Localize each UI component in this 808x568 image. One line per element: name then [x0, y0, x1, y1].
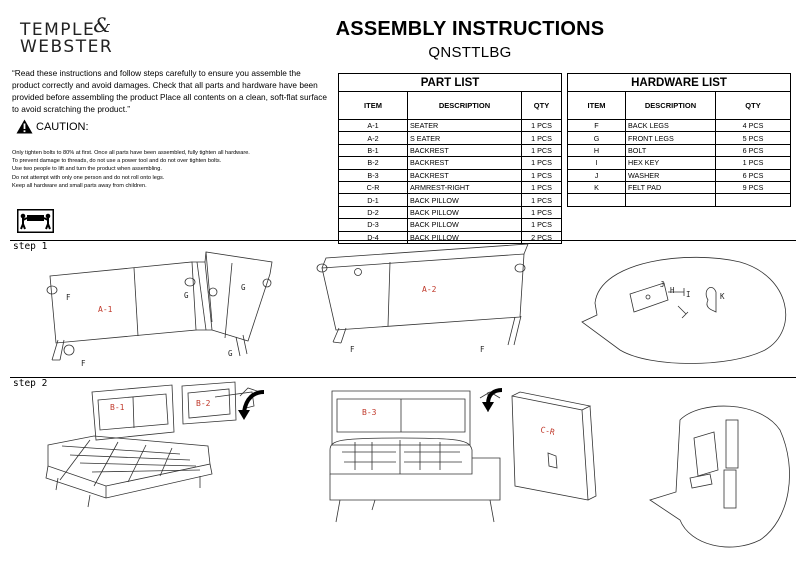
hardware-label-k: K [720, 292, 725, 301]
hardware-label-g: G [184, 291, 189, 300]
table-row: B-3 BACKREST 1 PCS [339, 169, 562, 181]
caution-note: Do not attempt with only one person and do not roll onto legs. [12, 174, 165, 181]
table-row: D-4 BACK PILLOW 2 PCS [339, 231, 562, 243]
table-row: H BOLT 6 PCS [568, 144, 791, 156]
hardware-header-qty: QTY [716, 92, 791, 120]
table-row: C-R ARMREST-RIGHT 1 PCS [339, 181, 562, 193]
hardware-list-title: HARDWARE LIST [568, 74, 791, 92]
part-header-item: ITEM [339, 92, 408, 120]
page-title: ASSEMBLY INSTRUCTIONS [335, 18, 605, 40]
seater-a1-drawing [47, 252, 272, 360]
brand-line2: WEBSTER [20, 37, 114, 57]
table-row: I HEX KEY 1 PCS [568, 157, 791, 169]
table-row: B-1 BACKREST 1 PCS [339, 144, 562, 156]
hardware-detail-callout [582, 257, 786, 363]
caution-label: CAUTION: [36, 120, 89, 133]
model-number: QNSTTLBG [428, 44, 512, 61]
table-row: D-3 BACK PILLOW 1 PCS [339, 219, 562, 231]
step-2-label: step 2 [13, 378, 48, 389]
table-row: A-2 S EATER 1 PCS [339, 132, 562, 144]
caution-note: Keep all hardware and small parts away from children. [12, 182, 147, 189]
bracket-detail-callout [650, 406, 790, 547]
table-row: G FRONT LEGS 5 PCS [568, 132, 791, 144]
hardware-label-j: J [660, 280, 665, 289]
table-row: B-2 BACKREST 1 PCS [339, 157, 562, 169]
table-row: A-1 SEATER 1 PCS [339, 120, 562, 132]
part-header-qty: QTY [522, 92, 562, 120]
part-label-cr: C-R [539, 425, 556, 437]
seater-a2-drawing [317, 244, 528, 345]
hardware-label-h: H [670, 286, 675, 295]
part-label-b3: B-3 [362, 408, 377, 417]
hardware-label-i: I [686, 290, 691, 299]
hardware-label-f: F [66, 293, 71, 302]
part-label-b2: B-2 [196, 399, 211, 408]
part-label-b1: B-1 [110, 403, 125, 412]
table-row: D-1 BACK PILLOW 1 PCS [339, 194, 562, 206]
hardware-header-description: DESCRIPTION [626, 92, 716, 120]
caution-note: Only tighten bolts to 80% at first. Once all parts have been assembled, fully tighten all hardware. [12, 150, 250, 156]
brand-ampersand: & [93, 13, 113, 37]
armrest-drawing [512, 392, 596, 500]
hardware-label-g: G [228, 349, 233, 358]
table-row: D-2 BACK PILLOW 1 PCS [339, 206, 562, 218]
table-row: F BACK LEGS 4 PCS [568, 120, 791, 132]
hardware-label-f: F [350, 345, 355, 354]
caution-note: To prevent damage to threads, do not use a power tool and do not over tighten bolts. [12, 158, 222, 165]
hardware-label-f: F [81, 359, 86, 368]
part-header-description: DESCRIPTION [408, 92, 522, 120]
sofa-chaise-drawing [46, 382, 260, 507]
insert-arrow-1-head [238, 410, 250, 420]
insert-arrow-2-head [482, 402, 494, 412]
hardware-label-g: G [241, 283, 246, 292]
brand-line1: TEMPLE [20, 20, 96, 40]
table-row: J WASHER 6 PCS [568, 169, 791, 181]
sofa-drawing [330, 391, 500, 522]
part-list-title: PART LIST [339, 74, 562, 92]
caution-note: Use two people to lift and turn the product when assembling. [12, 166, 162, 173]
insert-arrow-1 [244, 392, 264, 412]
intro-text: “Read these instructions and follow steps carefully to ensure you assemble the product correctly and avoid damages. Check that all parts and hardware have been provided before assembling the product Place all contents on a clean, soft-flat surface to avoid scratching the product.” [12, 68, 328, 114]
hardware-header-item: ITEM [568, 92, 626, 120]
table-row: K FELT PAD 9 PCS [568, 181, 791, 193]
step-1-label: step 1 [13, 241, 48, 252]
hardware-label-f: F [480, 345, 485, 354]
part-label-a2: A-2 [422, 285, 437, 294]
part-label-a1: A-1 [98, 305, 113, 314]
